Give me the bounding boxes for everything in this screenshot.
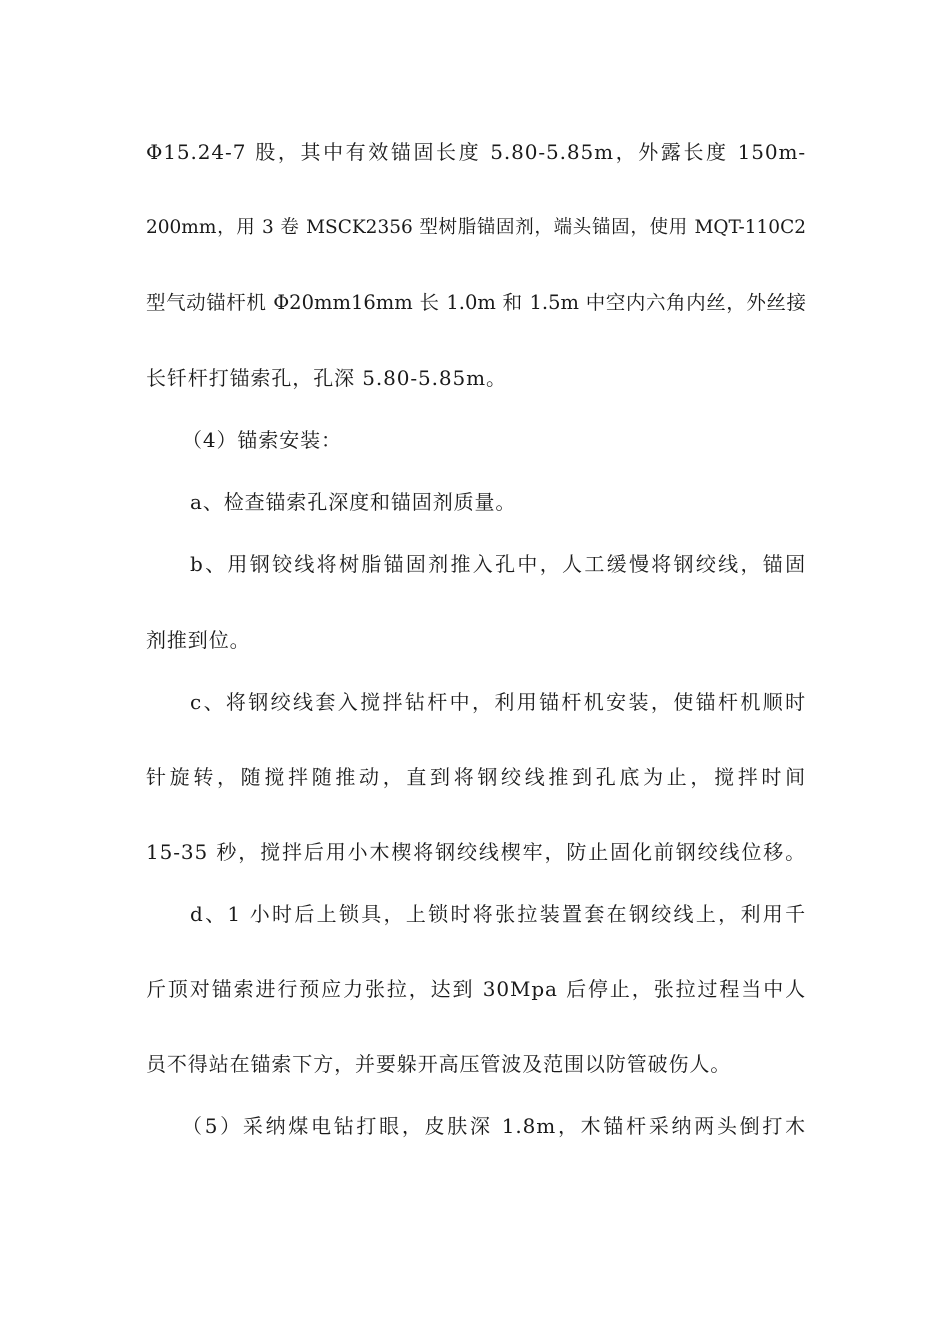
text-line: 长钎杆打锚索孔，孔深 5.80-5.85m。 bbox=[146, 366, 507, 390]
text-line: （5）采纳煤电钻打眼，皮肤深 1.8m，木锚杆采纳两头倒打木 bbox=[182, 1114, 806, 1138]
text-line: d、1 小时后上锁具，上锁时将张拉装置套在钢绞线上，利用千 bbox=[190, 902, 806, 926]
text-line: b、用钢铰线将树脂锚固剂推入孔中，人工缓慢将钢绞线，锚固 bbox=[190, 552, 806, 576]
text-line: 员不得站在锚索下方，并要躲开高压管波及范围以防管破伤人。 bbox=[146, 1052, 732, 1076]
section-heading: （4）锚索安装： bbox=[182, 428, 342, 452]
text-line: 型气动锚杆机 Φ20mm16mm 长 1.0m 和 1.5m 中空内六角内丝，外丝接 bbox=[146, 291, 806, 314]
text-line: 15-35 秒，搅拌后用小木楔将钢绞线楔牢，防止固化前钢绞线位移。 bbox=[146, 840, 806, 864]
text-line: 剂推到位。 bbox=[146, 628, 251, 652]
text-line: a、检查锚索孔深度和锚固剂质量。 bbox=[190, 490, 517, 514]
text-line: Φ15.24-7 股，其中有效锚固长度 5.80-5.85m，外露长度 150m- bbox=[146, 140, 806, 164]
text-line: 针旋转，随搅拌随推动，直到将钢绞线推到孔底为止，搅拌时间 bbox=[146, 765, 806, 789]
text-line: 200mm，用 3 卷 MSCK2356 型树脂锚固剂，端头锚固，使用 MQT-110C2 bbox=[146, 217, 806, 238]
text-line: 斤顶对锚索进行预应力张拉，达到 30Mpa 后停止，张拉过程当中人 bbox=[146, 977, 806, 1001]
text-line: c、将钢绞线套入搅拌钻杆中，利用锚杆机安装，使锚杆机顺时 bbox=[190, 690, 806, 714]
